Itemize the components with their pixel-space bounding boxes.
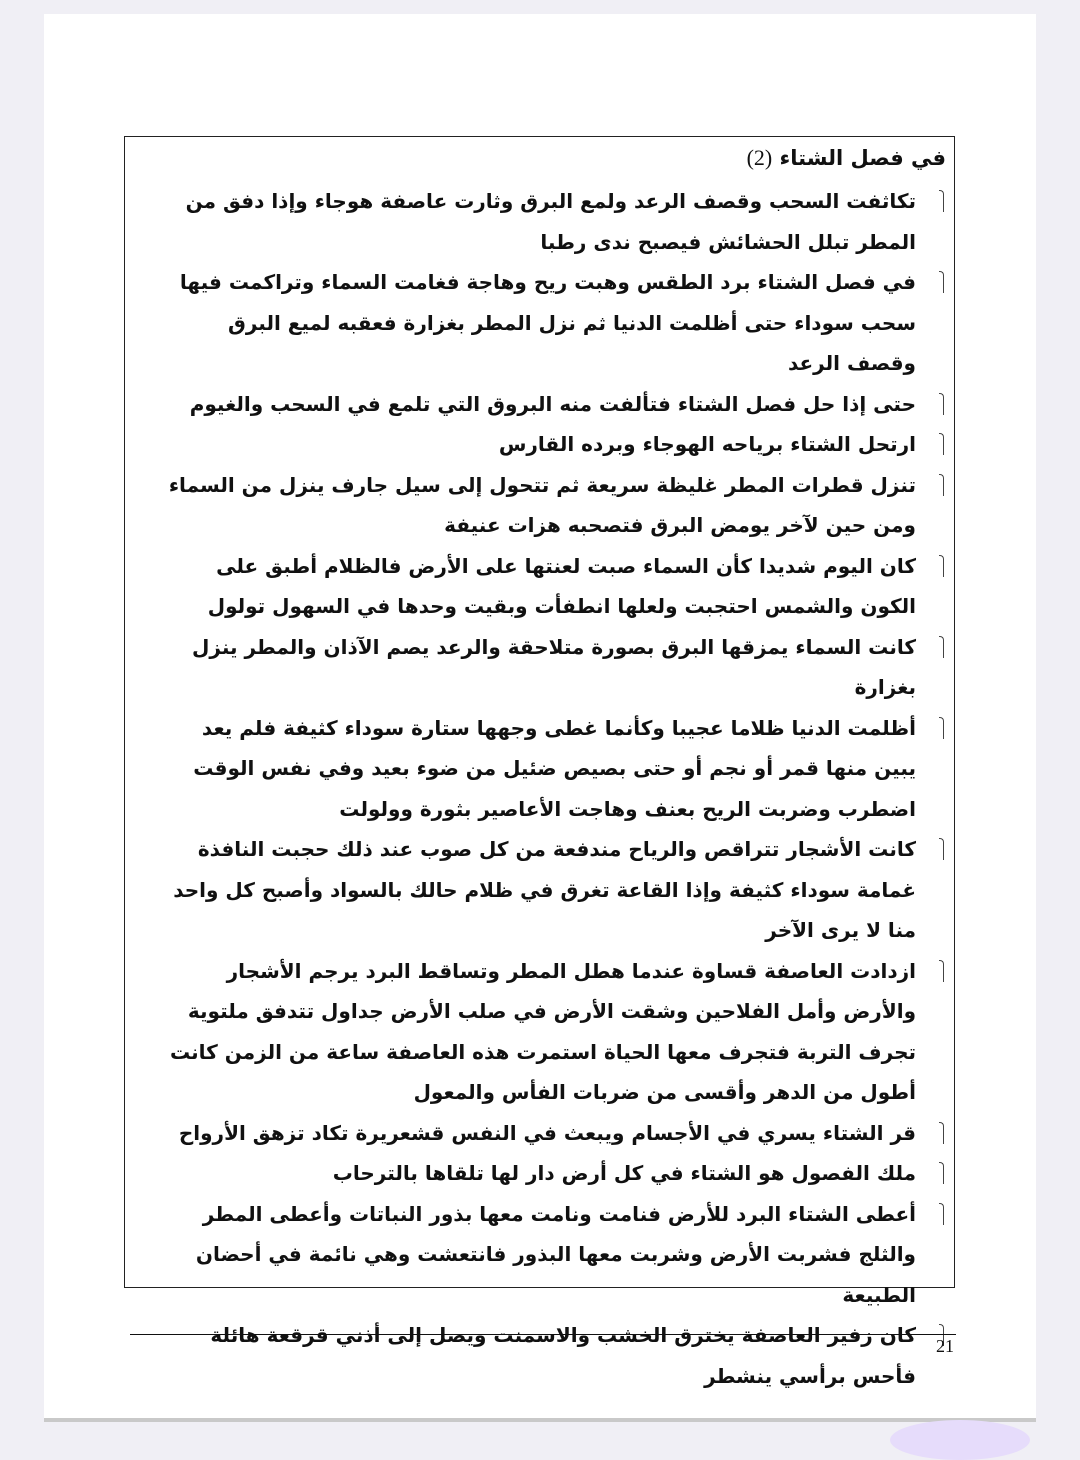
bracket-bullet-icon — [939, 1162, 944, 1184]
list-item-text: أعطى الشتاء البرد للأرض فنامت ونامت معها بذور النباتات وأعطى المطر والثلج فشربت الأرض وشربت معها البذور فانتعشت وهي نائمة في أحضان الطبيعة — [195, 1201, 916, 1307]
list-item-text: كانت السماء يمزقها البرق بصورة متلاحقة والرعد يصم الآذان والمطر ينزل بغزارة — [192, 634, 916, 699]
bracket-bullet-icon — [939, 1122, 944, 1144]
title-text: في فصل الشتاء — [779, 146, 946, 170]
list-item-text: ارتحل الشتاء برياحه الهوجاء وبرده القارس — [498, 432, 916, 456]
list-item — [161, 1315, 946, 1396]
list-item — [161, 465, 946, 546]
list-item — [161, 1153, 946, 1194]
list-item — [161, 262, 946, 384]
bracket-bullet-icon — [939, 190, 944, 212]
list-item-text: كانت الأشجار تتراقص والرياح مندفعة من كل صوب عند ذلك حجبت النافذة غمامة سوداء كثيفة وإذا القاعة تغرق في ظلام حالك بالسواد وأصبح كل واحد منا لا يرى الآخر — [173, 837, 916, 942]
title-number: (2) — [746, 145, 773, 170]
list-item-text: كان زفير العاصفة يخترق الخشب والاسمنت ويصل إلى أذني قرقعة هائلة فأحس برأسي ينشطر — [210, 1323, 916, 1388]
list-item-text: قر الشتاء يسري في الأجسام ويبعث في النفس قشعريرة تكاد تزهق الأرواح — [178, 1120, 916, 1145]
bracket-bullet-icon — [939, 271, 944, 293]
list-item — [161, 627, 946, 708]
list-item-text: تكاثفت السحب وقصف الرعد ولمع البرق وثارت عاصفة هوجاء وإذا دفق من المطر تبلل الحشائش فيصبح ندى رطبا — [185, 189, 916, 254]
list-item-text: حتى إذا حل فصل الشتاء فتألفت منه البروق التي تلمع في السحب والغيوم — [189, 391, 916, 416]
floating-button-edge[interactable] — [890, 1420, 1030, 1460]
sentence-list — [161, 181, 946, 1396]
list-item-text: ملك الفصول هو الشتاء في كل أرض دار لها تلقاها بالترحاب — [332, 1161, 916, 1185]
list-item — [161, 708, 946, 830]
bracket-bullet-icon — [939, 1203, 944, 1225]
bracket-bullet-icon — [939, 717, 944, 739]
list-item-text: في فصل الشتاء برد الطقس وهبت ريح وهاجة فغامت السماء وتراكمت فيها سحب سوداء حتى أظلمت الدنيا ثم نزل المطر بغزارة فعقبه لميع البرق وقصف الرعد — [179, 270, 916, 375]
list-item — [161, 384, 946, 425]
footer-divider — [130, 1334, 956, 1335]
page-title — [161, 143, 946, 173]
list-item-text: ازدادت العاصفة قساوة عندما هطل المطر وتساقط البرد يرجم الأشجار والأرض وأمل الفلاحين وشقت الأرض في صلب الأرض جداول تتدفق ملتوية تجرف التربة فتجرف معها الحياة استمرت هذه العاصفة ساعة من الزمن كانت أطول من الدهر وأقسى من ضربات الفأس والمعول — [169, 958, 916, 1104]
list-item — [161, 829, 946, 951]
bracket-bullet-icon — [939, 636, 944, 658]
bracket-bullet-icon — [939, 555, 944, 577]
list-item — [161, 424, 946, 465]
bracket-bullet-icon — [939, 838, 944, 860]
list-item-text: أظلمت الدنيا ظلاما عجيبا وكأنما غطى وجهها ستارة سوداء كثيفة فلم يعد يبين منها قمر أو نجم أو حتى بصيص ضئيل من ضوء بعيد وفي نفس الوقت اضطرب وضربت الريح بعنف وهاجت الأعاصير بثورة وولولت — [193, 715, 916, 821]
list-item — [161, 546, 946, 627]
bracket-bullet-icon — [939, 960, 944, 982]
list-item — [161, 181, 946, 262]
list-item — [161, 951, 946, 1113]
list-item-text: كان اليوم شديدا كأن السماء صبت لعنتها على الأرض فالظلام أطبق على الكون والشمس احتجبت ولعلها انطفأت وبقيت وحدها في السهول تولول — [207, 553, 916, 618]
list-item — [161, 1113, 946, 1154]
document-page — [44, 14, 1036, 1418]
list-item — [161, 1194, 946, 1316]
page-number: 21 — [936, 1336, 954, 1356]
list-item-text: تنزل قطرات المطر غليظة سريعة ثم تتحول إلى سيل جارف ينزل من السماء ومن حين لآخر يومض البرق فتصحبه هزات عنيفة — [168, 472, 916, 537]
bracket-bullet-icon — [939, 393, 944, 415]
bracket-bullet-icon — [939, 433, 944, 455]
bracket-bullet-icon — [939, 474, 944, 496]
